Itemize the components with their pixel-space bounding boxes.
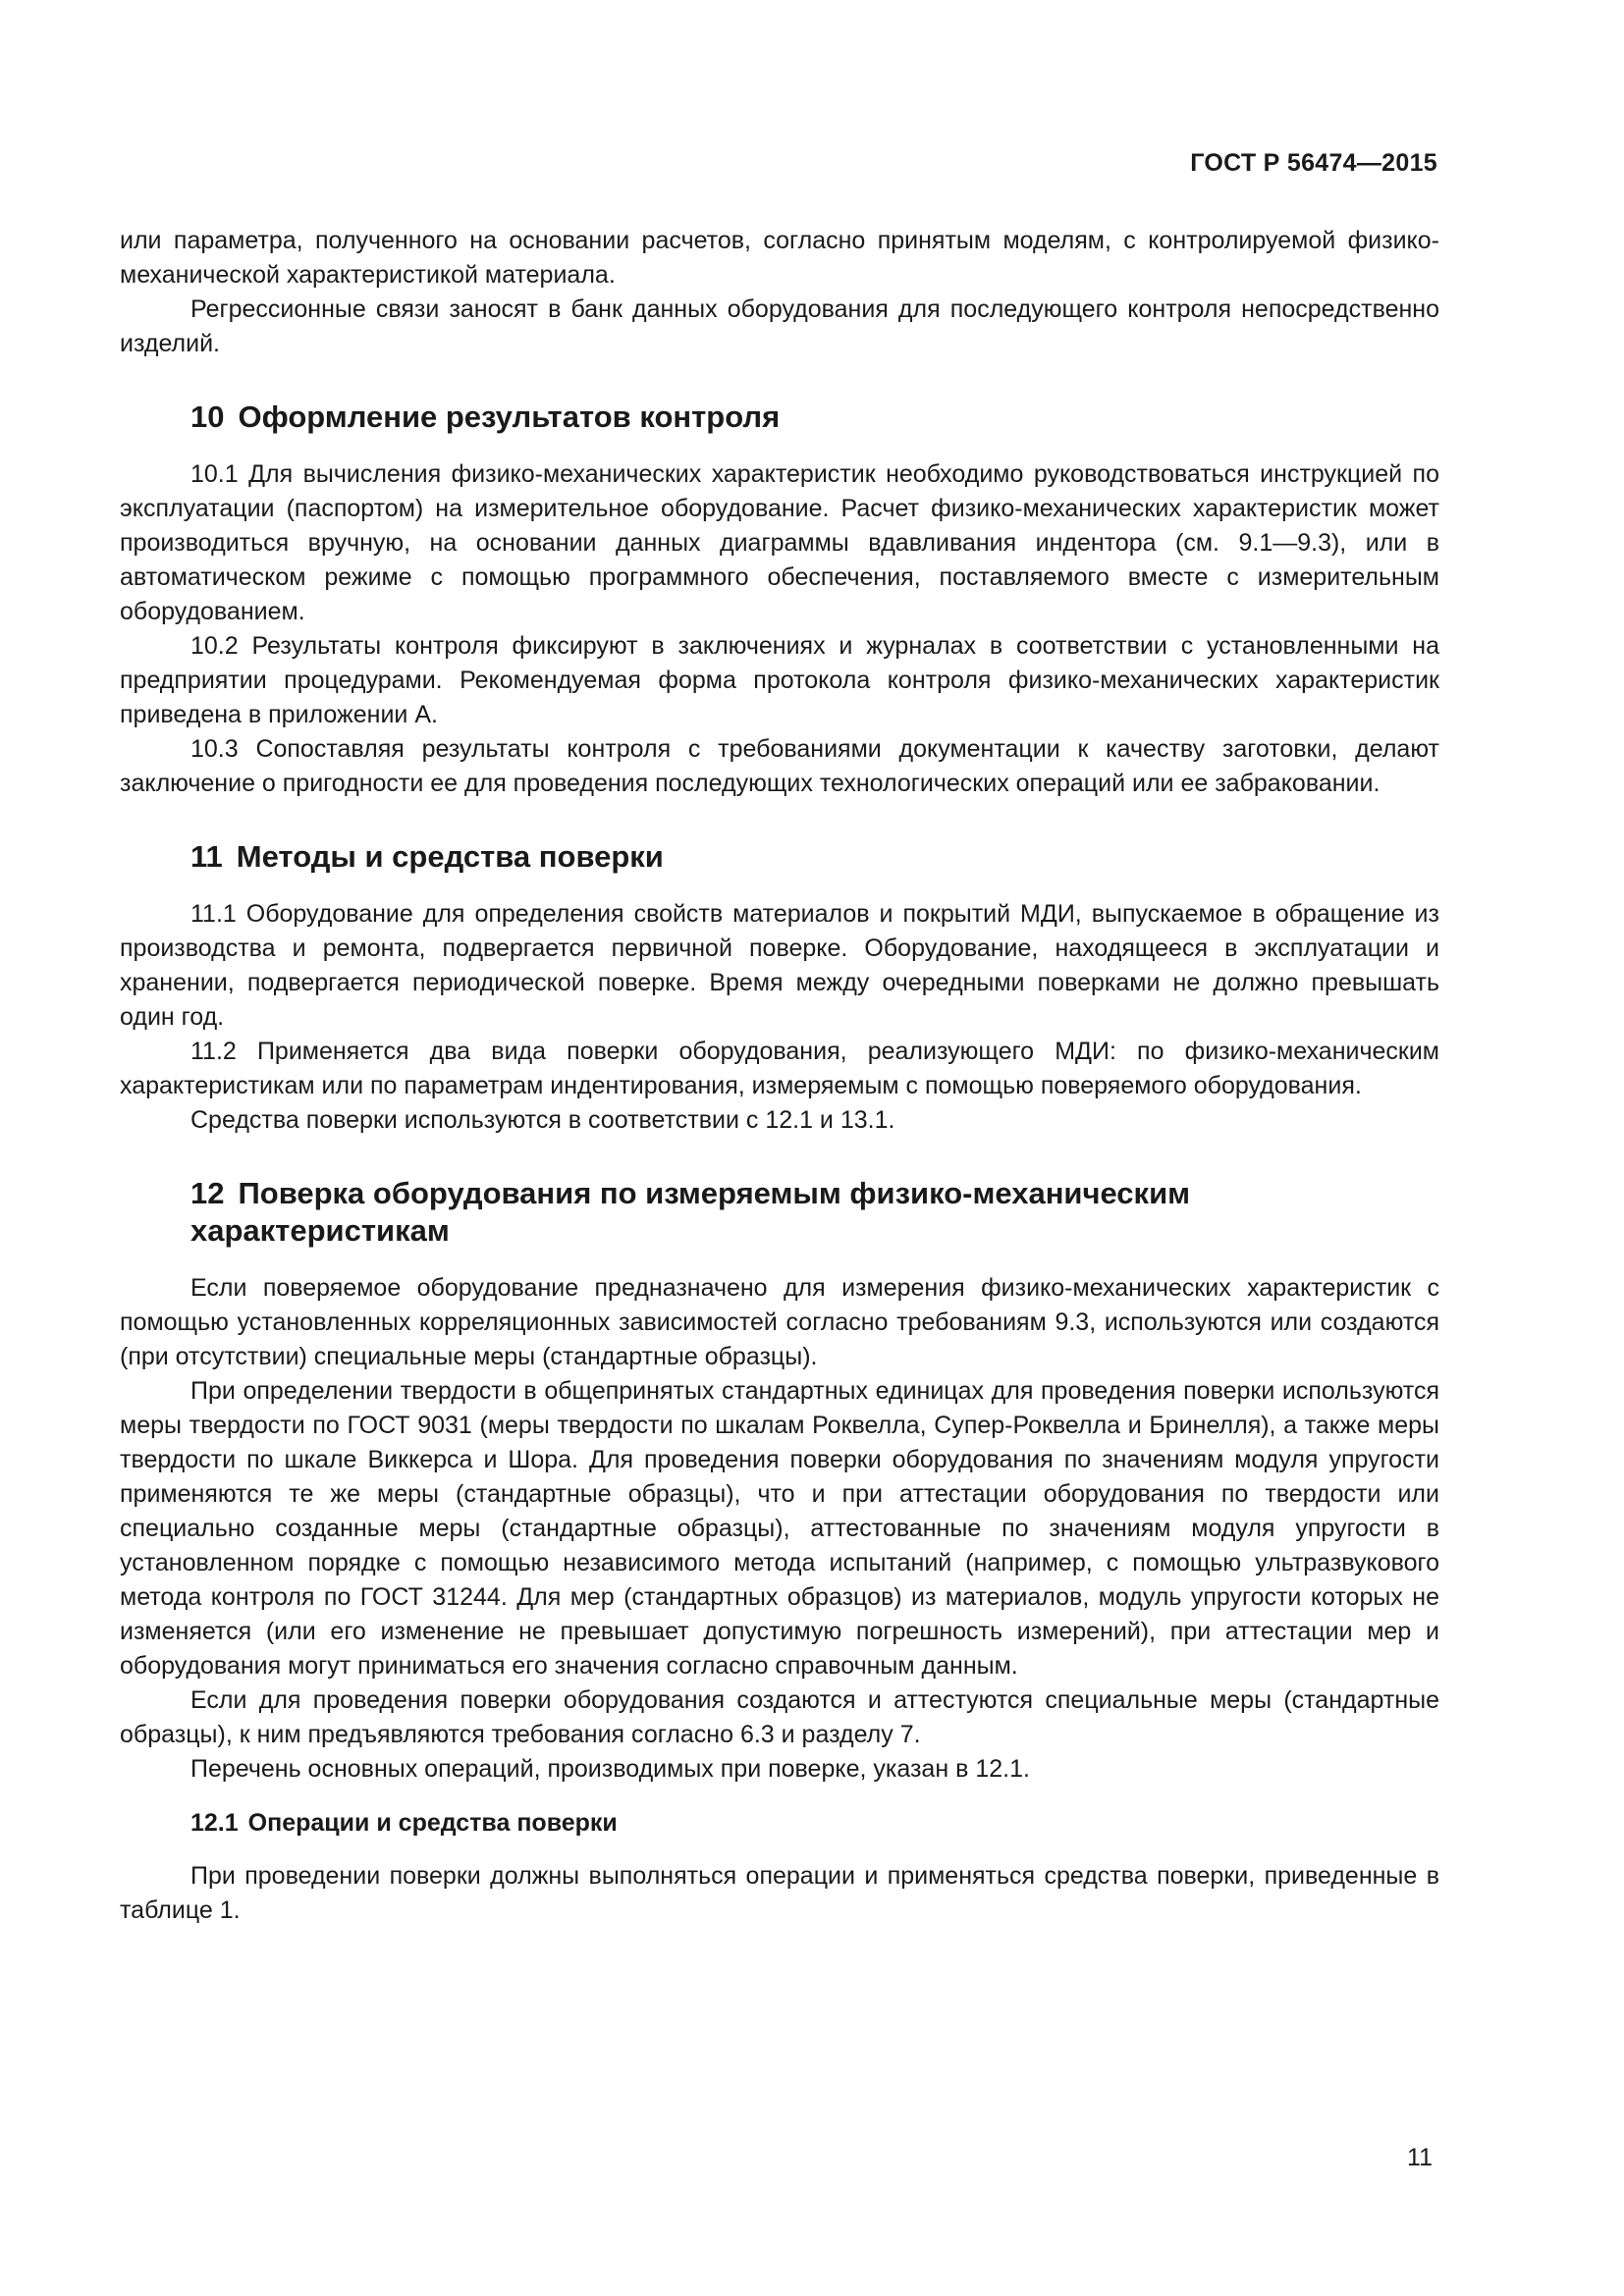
paragraph: Если поверяемое оборудование предназначено для измерения физико-механических характеристик с помощью установленных корреляционных зависимостей согласно требованиям 9.3, используются или создаются (при отсутствии) специальные меры (стандартные образцы).: [120, 1274, 1439, 1370]
paragraph: Регрессионные связи заносят в банк данных оборудования для последующего контроля непосредственно изделий.: [120, 295, 1439, 357]
paragraph: 10.3 Сопоставляя результаты контроля с требованиями документации к качеству заготовки, делают заключение о пригодности ее для проведения последующих технологических операций или ее забраковании.: [120, 735, 1439, 797]
subsection-heading-12-1: [120, 1806, 1439, 1840]
running-header: ГОСТ Р 56474—2015: [1190, 149, 1437, 177]
paragraph: 11.1 Оборудование для определения свойств материалов и покрытий МДИ, выпускаемое в обращение из производства и ремонта, подвергается первичной поверке. Оборудование, находящееся в эксплуатации и хранении, подвергается периодической поверке. Время между очередными поверками не должно превышать один год.: [120, 900, 1439, 1031]
section-title: Оформление результатов контроля: [238, 400, 781, 434]
section-number: 10: [190, 400, 225, 434]
paragraph: При проведении поверки должны выполняться операции и применяться средства поверки, приведенные в таблице 1.: [120, 1862, 1439, 1924]
paragraph: или параметра, полученного на основании расчетов, согласно принятым моделям, с контролируемой физико-механической характеристикой материала.: [120, 227, 1439, 289]
section-heading-12: [120, 1175, 1439, 1250]
page-number: 11: [1407, 2144, 1433, 2171]
paragraph: 10.2 Результаты контроля фиксируют в заключениях и журналах в соответствии с установленными на предприятии процедурами. Рекомендуемая форма протокола контроля физико-механических характеристик приведена в приложении А.: [120, 632, 1439, 728]
section-title: Методы и средства поверки: [236, 839, 664, 874]
section-number: 12: [190, 1176, 225, 1210]
section-title: Поверка оборудования по измеряемым физико-механическим характеристикам: [190, 1176, 1191, 1248]
subsection-title: Операции и средства поверки: [247, 1809, 618, 1837]
paragraph: 11.2 Применяется два вида поверки оборудования, реализующего МДИ: по физико-механическим характеристикам или по параметрам индентирования, измеряемым с помощью поверяемого оборудования.: [120, 1038, 1439, 1099]
paragraph: Перечень основных операций, производимых при поверке, указан в 12.1.: [190, 1755, 1030, 1783]
paragraph: Средства поверки используются в соответствии с 12.1 и 13.1.: [190, 1106, 895, 1134]
subsection-number: 12.1: [190, 1809, 239, 1837]
paragraph: При определении твердости в общепринятых стандартных единицах для проведения поверки используются меры твердости по ГОСТ 9031 (меры твердости по шкалам Роквелла, Супер-Роквелла и Бринелля), а также меры твердости по шкале Виккерса и Шора. Для проведения поверки оборудования по значениям модуля упругости применяются те же меры (стандартные образцы), что и при аттестации оборудования по твердости или специально созданные меры (стандартные образцы), аттестованные по значениям модуля упругости в установленном порядке с помощью независимого метода испытаний (например, с помощью ультразвукового метода контроля по ГОСТ 31244. Для мер (стандартных образцов) из материалов, модуль упругости которых не изменяется (или его изменение не превышает допустимую погрешность измерений), при аттестации мер и оборудования могут приниматься его значения согласно справочным данным.: [120, 1377, 1439, 1680]
section-number: 11: [190, 839, 223, 874]
paragraph: 10.1 Для вычисления физико-механических характеристик необходимо руководствоваться инструкцией по эксплуатации (паспортом) на измерительное оборудование. Расчет физико-механических характеристик может производиться вручную, на основании данных диаграммы вдавливания индентора (см. 9.1—9.3), или в автоматическом режиме с помощью программного обеспечения, поставляемого вместе с измерительным оборудованием.: [120, 460, 1439, 625]
document-body: [120, 224, 1439, 1928]
section-heading-11: [120, 838, 1439, 876]
paragraph: Если для проведения поверки оборудования создаются и аттестуются специальные меры (стандартные образцы), к ним предъявляются требования согласно 6.3 и разделу 7.: [120, 1686, 1439, 1748]
section-heading-10: [120, 399, 1439, 436]
